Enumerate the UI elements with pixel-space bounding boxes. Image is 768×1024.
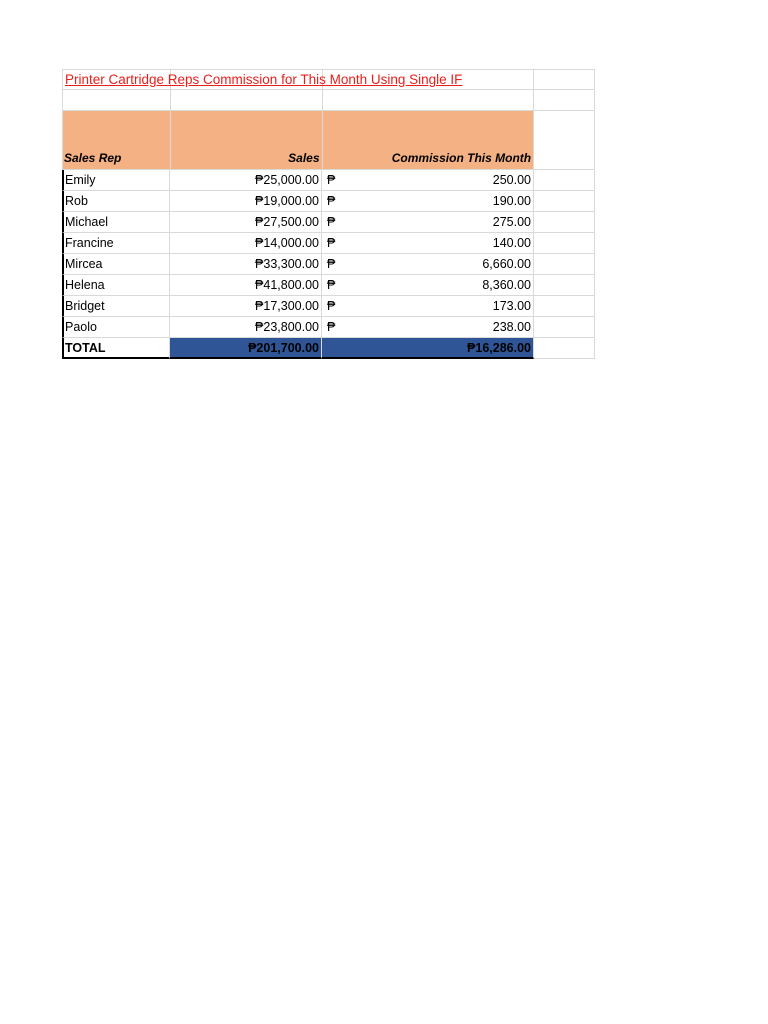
- currency-symbol: ₱: [327, 257, 336, 271]
- table-row: [62, 191, 595, 212]
- commission-cell[interactable]: [322, 233, 534, 254]
- header-row: [62, 111, 595, 170]
- cell-d2[interactable]: [534, 90, 595, 111]
- sales-value: ₱17,300.00: [255, 299, 319, 313]
- commission-cell[interactable]: [322, 212, 534, 233]
- header-commission-label: Commission This Month: [391, 151, 532, 165]
- total-commission-cell[interactable]: [322, 338, 534, 359]
- empty-cell[interactable]: [534, 170, 595, 191]
- cell-d3[interactable]: [534, 111, 595, 170]
- rep-name-cell[interactable]: Rob: [62, 191, 170, 212]
- empty-cell[interactable]: [534, 212, 595, 233]
- sheet-title: Printer Cartridge Reps Commission for This Month Using Single IF: [65, 72, 463, 87]
- title-row: [62, 69, 595, 90]
- sales-value: ₱41,800.00: [255, 278, 319, 292]
- rep-name-cell[interactable]: Emily: [62, 170, 170, 191]
- total-row: [62, 338, 595, 359]
- commission-cell[interactable]: [322, 317, 534, 338]
- empty-cell[interactable]: [534, 191, 595, 212]
- sales-value: ₱19,000.00: [255, 194, 319, 208]
- cell-b2[interactable]: [171, 90, 323, 111]
- rep-name-cell[interactable]: Helena: [62, 275, 170, 296]
- commission-value: 173.00: [492, 299, 531, 313]
- empty-cell[interactable]: [534, 296, 595, 317]
- cell-c2[interactable]: [323, 90, 535, 111]
- sales-cell[interactable]: [170, 212, 322, 233]
- header-commission[interactable]: [323, 111, 535, 170]
- cell-a2[interactable]: [63, 90, 171, 111]
- empty-row: [62, 90, 595, 111]
- total-sales-value: ₱201,700.00: [248, 341, 319, 355]
- currency-symbol: ₱: [327, 236, 336, 250]
- table-row: [62, 317, 595, 338]
- currency-symbol: ₱: [327, 215, 336, 229]
- sales-cell[interactable]: [170, 317, 322, 338]
- sales-value: ₱27,500.00: [255, 215, 319, 229]
- cell-d1[interactable]: [534, 69, 595, 90]
- commission-value: 140.00: [492, 236, 531, 250]
- total-sales-cell[interactable]: [170, 338, 322, 359]
- sales-cell[interactable]: [170, 296, 322, 317]
- sales-value: ₱25,000.00: [255, 173, 319, 187]
- table-row: [62, 296, 595, 317]
- currency-symbol: ₱: [327, 278, 336, 292]
- commission-cell[interactable]: [322, 191, 534, 212]
- empty-cell[interactable]: [534, 275, 595, 296]
- cell-a1[interactable]: [63, 69, 463, 90]
- header-sales-label: Sales: [288, 151, 320, 165]
- empty-cell[interactable]: [534, 317, 595, 338]
- total-commission-value: ₱16,286.00: [467, 341, 531, 355]
- currency-symbol: ₱: [327, 299, 336, 313]
- header-sales-rep[interactable]: [63, 111, 171, 170]
- empty-cell[interactable]: [534, 338, 595, 359]
- sales-cell[interactable]: [170, 275, 322, 296]
- sales-cell[interactable]: [170, 170, 322, 191]
- table-row: [62, 170, 595, 191]
- rep-name-cell[interactable]: Paolo: [62, 317, 170, 338]
- rep-name-cell[interactable]: Francine: [62, 233, 170, 254]
- currency-symbol: ₱: [327, 173, 336, 187]
- commission-cell[interactable]: [322, 296, 534, 317]
- currency-symbol: ₱: [327, 194, 336, 208]
- rep-name-cell[interactable]: Mircea: [62, 254, 170, 275]
- commission-cell[interactable]: [322, 254, 534, 275]
- sales-value: ₱23,800.00: [255, 320, 319, 334]
- commission-value: 6,660.00: [482, 257, 531, 271]
- header-sales-rep-label: Sales Rep: [64, 151, 122, 165]
- header-sales[interactable]: [171, 111, 323, 170]
- commission-value: 275.00: [492, 215, 531, 229]
- sales-value: ₱14,000.00: [255, 236, 319, 250]
- commission-value: 8,360.00: [482, 278, 531, 292]
- rep-name-cell[interactable]: Bridget: [62, 296, 170, 317]
- currency-symbol: ₱: [327, 320, 336, 334]
- rep-name-cell[interactable]: Michael: [62, 212, 170, 233]
- table-row: [62, 275, 595, 296]
- commission-cell[interactable]: [322, 170, 534, 191]
- commission-value: 250.00: [492, 173, 531, 187]
- commission-value: 238.00: [492, 320, 531, 334]
- table-row: [62, 233, 595, 254]
- sales-cell[interactable]: [170, 233, 322, 254]
- commission-cell[interactable]: [322, 275, 534, 296]
- spreadsheet-table: [62, 69, 595, 359]
- sales-cell[interactable]: [170, 191, 322, 212]
- commission-value: 190.00: [492, 194, 531, 208]
- empty-cell[interactable]: [534, 233, 595, 254]
- table-row: [62, 254, 595, 275]
- sales-cell[interactable]: [170, 254, 322, 275]
- empty-cell[interactable]: [534, 254, 595, 275]
- table-row: [62, 212, 595, 233]
- total-label-cell[interactable]: TOTAL: [62, 338, 170, 359]
- sales-value: ₱33,300.00: [255, 257, 319, 271]
